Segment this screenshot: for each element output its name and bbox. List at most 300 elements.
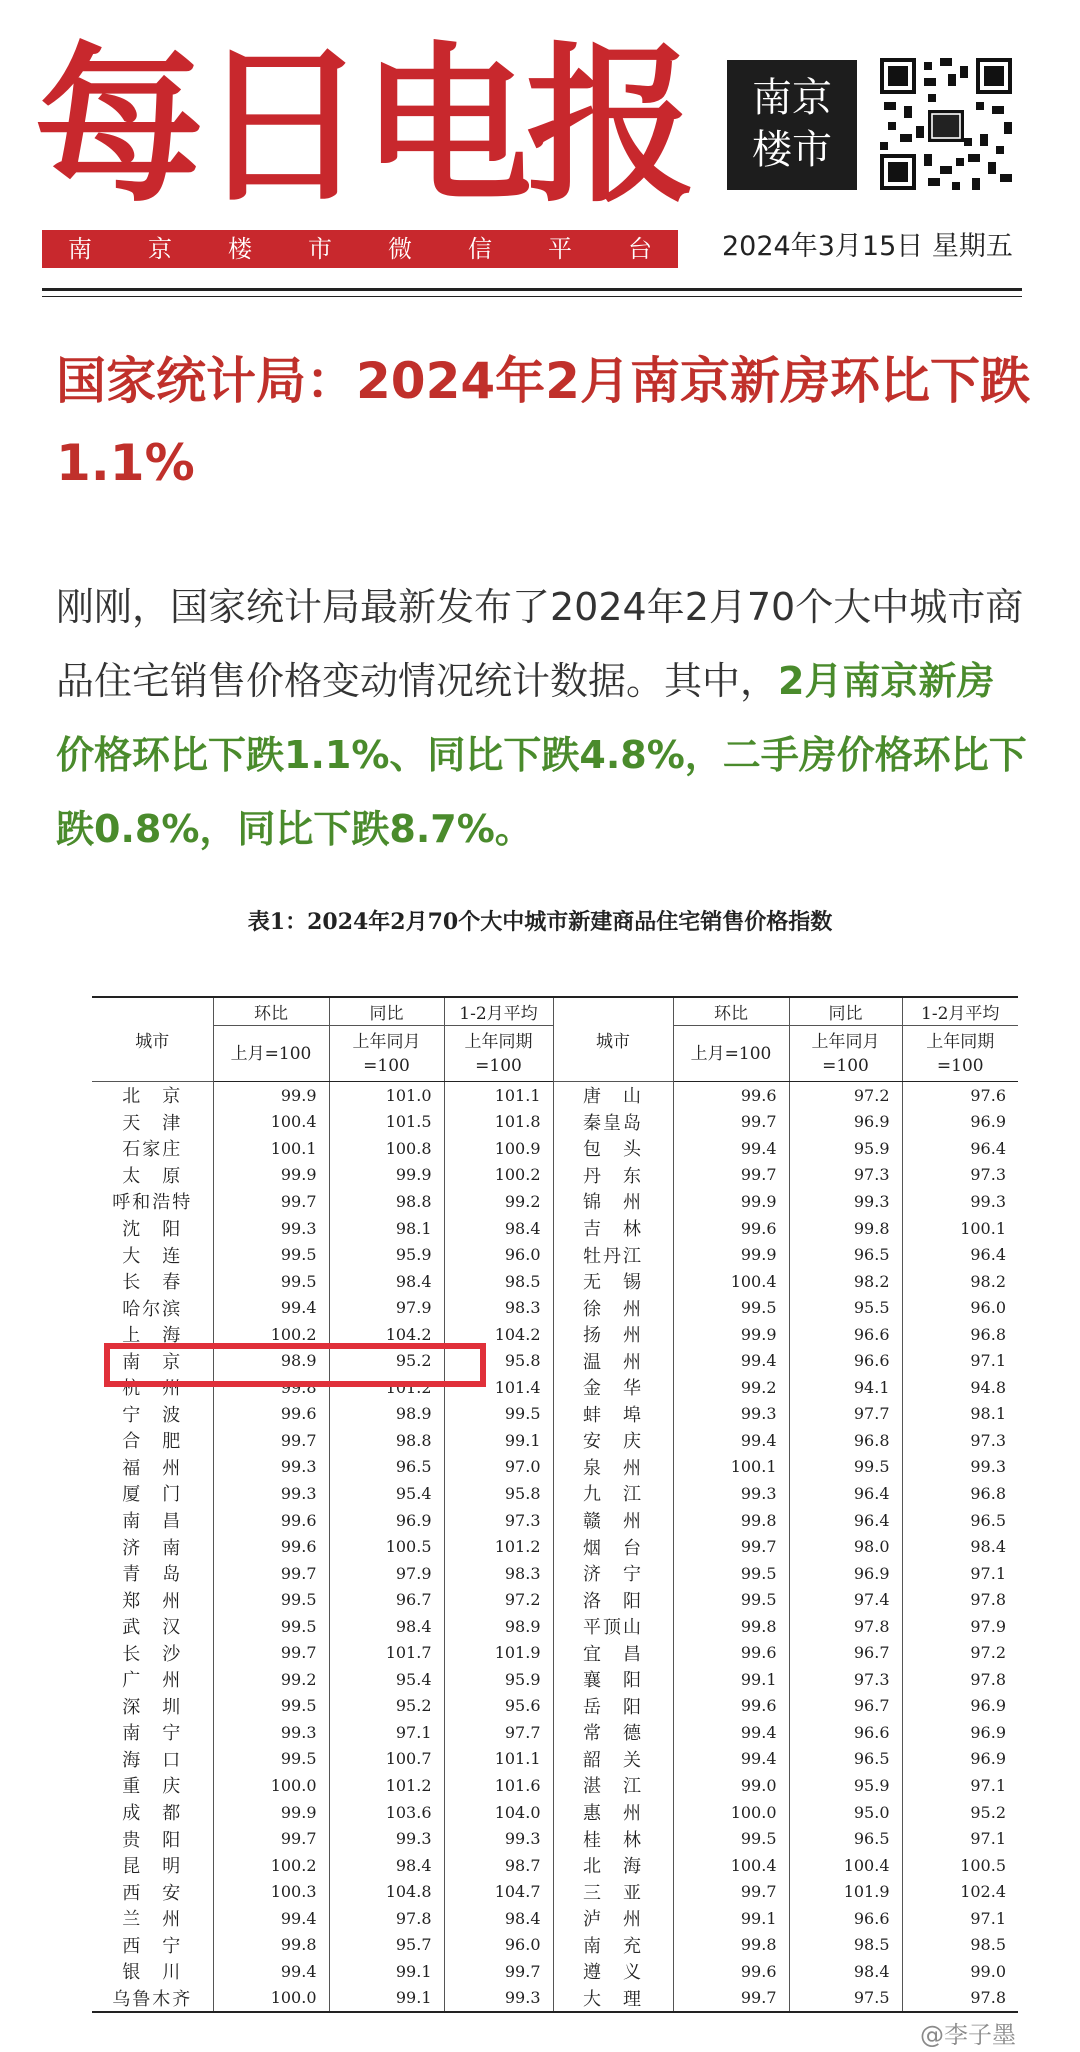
yoy-cell: 96.7	[789, 1639, 902, 1666]
yoy-cell: 100.8	[329, 1135, 444, 1162]
avg-cell: 97.3	[970, 1165, 1006, 1185]
masthead-strip	[42, 230, 678, 268]
yoy-cell: 101.2	[329, 1374, 444, 1401]
yoy-cell: 96.5	[329, 1454, 444, 1481]
avg-cell: 97.1	[970, 1351, 1006, 1371]
table-row	[92, 1480, 1018, 1507]
table-row	[92, 1693, 1018, 1720]
mom-cell: 99.4	[673, 1746, 789, 1773]
mom-cell: 99.8	[673, 1932, 789, 1959]
city-cell: 南 宁	[92, 1719, 213, 1746]
avg-cell: 97.9	[970, 1616, 1006, 1636]
mom-cell: 99.5	[673, 1560, 789, 1587]
mom-cell: 99.5	[213, 1241, 329, 1268]
city-cell: 武 汉	[92, 1613, 213, 1640]
divider	[42, 288, 1022, 291]
city-cell: 兰 州	[92, 1905, 213, 1932]
mom-cell: 99.6	[213, 1507, 329, 1534]
yoy-cell: 98.0	[789, 1533, 902, 1560]
yoy-cell: 100.5	[329, 1533, 444, 1560]
city-cell: 湛 江	[553, 1772, 673, 1799]
mom-cell: 99.7	[673, 1533, 789, 1560]
header-avg-base-line: 上年同期	[464, 1031, 533, 1052]
yoy-cell: 97.5	[789, 1985, 902, 2013]
city-cell: 泸 州	[553, 1905, 673, 1932]
mom-cell: 100.0	[213, 1772, 329, 1799]
logo-line: 楼市	[752, 127, 832, 173]
table-row	[92, 1639, 1018, 1666]
city-cell: 沈 阳	[92, 1215, 213, 1242]
yoy-cell: 95.9	[329, 1241, 444, 1268]
yoy-cell: 96.7	[789, 1693, 902, 1720]
yoy-cell: 97.1	[329, 1719, 444, 1746]
mom-cell: 99.3	[213, 1454, 329, 1481]
yoy-cell: 95.5	[789, 1294, 902, 1321]
city-cell: 银 川	[92, 1958, 213, 1985]
avg-cell: 101.8	[444, 1109, 553, 1136]
yoy-cell: 96.9	[789, 1109, 902, 1136]
city-cell: 赣 州	[553, 1507, 673, 1534]
header-city: 城市	[92, 997, 213, 1082]
yoy-cell: 101.9	[789, 1878, 902, 1905]
city-cell: 北 海	[553, 1852, 673, 1879]
yoy-cell: 98.4	[329, 1852, 444, 1879]
avg-cell: 97.1	[970, 1908, 1006, 1928]
avg-cell: 100.5	[960, 1855, 1006, 1875]
yoy-cell: 97.3	[789, 1666, 902, 1693]
mom-cell: 100.0	[213, 1985, 329, 2013]
yoy-cell: 95.4	[329, 1666, 444, 1693]
city-cell: 上 海	[92, 1321, 213, 1348]
avg-cell: 96.9	[970, 1722, 1006, 1742]
mom-cell: 99.8	[673, 1613, 789, 1640]
city-cell: 大 连	[92, 1241, 213, 1268]
table-row	[92, 1746, 1018, 1773]
mom-cell: 99.6	[673, 1215, 789, 1242]
yoy-cell: 95.2	[329, 1347, 444, 1374]
table-row	[92, 1560, 1018, 1587]
avg-cell: 97.8	[970, 1669, 1006, 1689]
yoy-cell: 97.8	[789, 1613, 902, 1640]
city-cell: 海 口	[92, 1746, 213, 1773]
mom-cell: 99.7	[213, 1560, 329, 1587]
price-index-table	[92, 996, 1018, 2013]
avg-cell: 97.2	[970, 1643, 1006, 1663]
yoy-cell: 98.2	[789, 1268, 902, 1295]
city-cell: 锦 州	[553, 1188, 673, 1215]
mom-cell: 99.0	[673, 1772, 789, 1799]
header-city: 城市	[553, 997, 673, 1082]
header-avg-base-line: =100	[936, 1055, 984, 1076]
avg-cell: 99.0	[970, 1961, 1006, 1981]
yoy-cell: 98.5	[789, 1932, 902, 1959]
yoy-cell: 101.0	[329, 1082, 444, 1109]
table-row	[92, 1241, 1018, 1268]
mom-cell: 99.5	[213, 1693, 329, 1720]
mom-cell: 99.7	[673, 1878, 789, 1905]
table-row	[92, 1772, 1018, 1799]
yoy-cell: 99.8	[789, 1215, 902, 1242]
table-row	[92, 1507, 1018, 1534]
mom-cell: 99.3	[673, 1401, 789, 1428]
mom-cell: 99.8	[213, 1932, 329, 1959]
city-cell: 徐 州	[553, 1294, 673, 1321]
mom-cell: 99.9	[673, 1241, 789, 1268]
city-cell: 温 州	[553, 1347, 673, 1374]
city-cell: 太 原	[92, 1162, 213, 1189]
header-avg: 1-2月平均	[902, 997, 1018, 1026]
city-cell: 哈尔滨	[92, 1294, 213, 1321]
city-cell: 遵 义	[553, 1958, 673, 1985]
weibo-watermark: @李子墨	[920, 2021, 1016, 2049]
table-row	[92, 1958, 1018, 1985]
table-row	[92, 1613, 1018, 1640]
mom-cell: 99.4	[213, 1294, 329, 1321]
city-cell: 大 理	[553, 1985, 673, 2013]
city-cell: 金 华	[553, 1374, 673, 1401]
city-cell: 长 沙	[92, 1639, 213, 1666]
table-row	[92, 1878, 1018, 1905]
article-headline: 国家统计局：2024年2月南京新房环比下跌1.1%	[56, 352, 1030, 492]
city-cell: 石家庄	[92, 1135, 213, 1162]
table-row	[92, 1268, 1018, 1295]
mom-cell: 99.7	[673, 1109, 789, 1136]
yoy-cell: 97.4	[789, 1586, 902, 1613]
table-row	[92, 1109, 1018, 1136]
mom-cell: 99.9	[213, 1082, 329, 1109]
header-yoy-base	[789, 1026, 902, 1082]
yoy-cell: 101.2	[329, 1772, 444, 1799]
header-mom-base: 上月=100	[213, 1026, 329, 1082]
table-row	[92, 1135, 1018, 1162]
table-row	[92, 1985, 1018, 2013]
yoy-cell: 104.2	[329, 1321, 444, 1348]
yoy-cell: 103.6	[329, 1799, 444, 1826]
strip-char: 楼	[228, 235, 252, 263]
mom-cell: 99.7	[213, 1188, 329, 1215]
paragraph-highlight: 2月南京新房价格环比下跌1.1%、同比下跌4.8%，二手房价格环比下跌0.8%，同比下跌8.7%。	[56, 659, 1027, 851]
city-cell: 包 头	[553, 1135, 673, 1162]
avg-cell: 100.1	[960, 1218, 1006, 1238]
yoy-cell: 99.3	[789, 1188, 902, 1215]
avg-cell: 100.2	[444, 1162, 553, 1189]
mom-cell: 99.7	[213, 1825, 329, 1852]
yoy-cell: 104.8	[329, 1878, 444, 1905]
mom-cell: 99.9	[213, 1162, 329, 1189]
strip-char: 微	[388, 235, 412, 263]
yoy-cell: 95.7	[329, 1932, 444, 1959]
avg-cell: 98.3	[444, 1560, 553, 1587]
city-cell: 深 圳	[92, 1693, 213, 1720]
header-avg-base-line: =100	[475, 1055, 522, 1076]
avg-cell: 99.2	[444, 1188, 553, 1215]
yoy-cell: 101.5	[329, 1109, 444, 1136]
yoy-cell: 98.8	[329, 1188, 444, 1215]
yoy-cell: 94.1	[789, 1374, 902, 1401]
table-row	[92, 1852, 1018, 1879]
mom-cell: 99.5	[213, 1586, 329, 1613]
table-row	[92, 1082, 1018, 1109]
city-cell: 青 岛	[92, 1560, 213, 1587]
article-paragraph	[56, 570, 1031, 866]
city-cell: 南 昌	[92, 1507, 213, 1534]
mom-cell: 99.7	[673, 1985, 789, 2013]
mom-cell: 99.5	[673, 1294, 789, 1321]
yoy-cell: 96.5	[789, 1825, 902, 1852]
avg-cell: 97.2	[444, 1586, 553, 1613]
city-cell: 襄 阳	[553, 1666, 673, 1693]
table-row	[92, 1586, 1018, 1613]
table-row	[92, 1905, 1018, 1932]
header-yoy-base-line: =100	[822, 1055, 869, 1076]
mom-cell: 100.4	[673, 1268, 789, 1295]
yoy-cell: 96.6	[789, 1719, 902, 1746]
city-cell: 无 锡	[553, 1268, 673, 1295]
yoy-cell: 98.4	[789, 1958, 902, 1985]
masthead-title: 每日电报	[34, 28, 691, 226]
mom-cell: 100.2	[213, 1852, 329, 1879]
mom-cell: 100.0	[673, 1799, 789, 1826]
city-cell: 宜 昌	[553, 1639, 673, 1666]
yoy-cell: 99.3	[329, 1825, 444, 1852]
table-row	[92, 1932, 1018, 1959]
city-cell: 丹 东	[553, 1162, 673, 1189]
yoy-cell: 95.9	[789, 1772, 902, 1799]
city-cell: 乌鲁木齐	[92, 1985, 213, 2013]
yoy-cell: 99.5	[789, 1454, 902, 1481]
mom-cell: 99.5	[213, 1746, 329, 1773]
city-cell: 吉 林	[553, 1215, 673, 1242]
table-row	[92, 1454, 1018, 1481]
issue-date: 2024年3月15日 星期五	[722, 231, 1013, 262]
avg-cell: 96.4	[970, 1245, 1006, 1265]
avg-cell: 97.0	[444, 1454, 553, 1481]
mom-cell: 99.6	[213, 1401, 329, 1428]
nanjing-highlight-box	[104, 1343, 486, 1387]
mom-cell: 99.3	[213, 1719, 329, 1746]
avg-cell: 100.9	[444, 1135, 553, 1162]
avg-cell: 96.9	[970, 1749, 1006, 1769]
avg-cell: 95.9	[444, 1666, 553, 1693]
yoy-cell: 96.9	[329, 1507, 444, 1534]
avg-cell: 99.3	[970, 1191, 1006, 1211]
yoy-cell: 100.7	[329, 1746, 444, 1773]
mom-cell: 99.6	[673, 1958, 789, 1985]
avg-cell: 98.2	[970, 1271, 1006, 1291]
avg-cell: 98.9	[444, 1613, 553, 1640]
avg-cell: 97.8	[970, 1590, 1006, 1610]
mom-cell: 99.3	[213, 1215, 329, 1242]
avg-cell: 97.1	[970, 1775, 1006, 1795]
header-yoy-base	[329, 1026, 444, 1082]
mom-cell: 99.6	[673, 1693, 789, 1720]
city-cell: 济 宁	[553, 1560, 673, 1587]
city-cell: 烟 台	[553, 1533, 673, 1560]
avg-cell: 97.7	[444, 1719, 553, 1746]
avg-cell: 97.1	[970, 1563, 1006, 1583]
yoy-cell: 96.6	[789, 1905, 902, 1932]
mom-cell: 99.4	[673, 1135, 789, 1162]
avg-cell: 96.0	[444, 1241, 553, 1268]
table-caption: 表1：2024年2月70个大中城市新建商品住宅销售价格指数	[247, 909, 833, 935]
mom-cell: 99.2	[213, 1666, 329, 1693]
yoy-cell: 97.3	[789, 1162, 902, 1189]
mom-cell: 99.1	[673, 1905, 789, 1932]
yoy-cell: 96.4	[789, 1480, 902, 1507]
yoy-cell: 96.6	[789, 1321, 902, 1348]
header-yoy: 同比	[789, 997, 902, 1026]
yoy-cell: 95.9	[789, 1135, 902, 1162]
table-row	[92, 1533, 1018, 1560]
city-cell: 洛 阳	[553, 1586, 673, 1613]
city-cell: 韶 关	[553, 1746, 673, 1773]
avg-cell: 97.6	[970, 1085, 1006, 1105]
mom-cell: 99.2	[673, 1374, 789, 1401]
yoy-cell: 96.6	[789, 1347, 902, 1374]
avg-cell: 98.7	[444, 1852, 553, 1879]
header-yoy-base-line: =100	[363, 1055, 410, 1076]
yoy-cell: 98.4	[329, 1268, 444, 1295]
mom-cell: 99.6	[673, 1082, 789, 1109]
yoy-cell: 99.9	[329, 1162, 444, 1189]
avg-cell: 99.7	[444, 1958, 553, 1985]
city-cell: 常 德	[553, 1719, 673, 1746]
header-mom: 环比	[213, 997, 329, 1026]
yoy-cell: 98.8	[329, 1427, 444, 1454]
mom-cell: 98.9	[213, 1347, 329, 1374]
city-cell: 广 州	[92, 1666, 213, 1693]
avg-cell: 96.8	[970, 1324, 1006, 1344]
avg-cell: 97.3	[970, 1430, 1006, 1450]
yoy-cell: 96.4	[789, 1507, 902, 1534]
avg-cell: 95.2	[970, 1802, 1006, 1822]
yoy-cell: 98.9	[329, 1401, 444, 1428]
avg-cell: 96.0	[444, 1932, 553, 1959]
city-cell: 合 肥	[92, 1427, 213, 1454]
yoy-cell: 99.1	[329, 1958, 444, 1985]
avg-cell: 98.1	[970, 1404, 1006, 1424]
avg-cell: 101.6	[444, 1772, 553, 1799]
avg-cell: 95.6	[444, 1693, 553, 1720]
avg-cell: 96.5	[970, 1510, 1006, 1530]
mom-cell: 100.1	[213, 1135, 329, 1162]
avg-cell: 97.1	[970, 1829, 1006, 1849]
avg-cell: 96.8	[970, 1483, 1006, 1503]
city-cell: 成 都	[92, 1799, 213, 1826]
yoy-cell: 97.9	[329, 1560, 444, 1587]
avg-cell: 94.8	[970, 1377, 1006, 1397]
mom-cell: 99.6	[213, 1533, 329, 1560]
mom-cell: 99.4	[673, 1347, 789, 1374]
mom-cell: 100.4	[213, 1109, 329, 1136]
header-yoy-base-line: 上年同月	[811, 1031, 880, 1052]
avg-cell: 98.5	[970, 1935, 1006, 1955]
yoy-cell: 97.9	[329, 1294, 444, 1321]
header-avg: 1-2月平均	[444, 997, 553, 1026]
city-cell: 扬 州	[553, 1321, 673, 1348]
avg-cell: 104.2	[444, 1321, 553, 1348]
brand-logo	[727, 60, 857, 190]
header-yoy-base-line: 上年同月	[352, 1031, 421, 1052]
header-yoy: 同比	[329, 997, 444, 1026]
paragraph-text: 刚刚，国家统计局最新发布了2024年2月70个大中城市商品住宅销售价格变动情况统计数据。其中，	[56, 585, 1024, 703]
strip-char: 市	[308, 235, 332, 263]
strip-char: 南	[68, 235, 92, 263]
yoy-cell: 96.9	[789, 1560, 902, 1587]
city-cell: 蚌 埠	[553, 1401, 673, 1428]
avg-cell: 98.3	[444, 1294, 553, 1321]
city-cell: 宁 波	[92, 1401, 213, 1428]
table-row	[92, 1215, 1018, 1242]
city-cell: 惠 州	[553, 1799, 673, 1826]
mom-cell: 99.7	[673, 1162, 789, 1189]
city-cell: 呼和浩特	[92, 1188, 213, 1215]
yoy-cell: 95.0	[789, 1799, 902, 1826]
avg-cell: 101.2	[444, 1533, 553, 1560]
city-cell: 西 安	[92, 1878, 213, 1905]
table-row	[92, 1188, 1018, 1215]
mom-cell: 100.3	[213, 1878, 329, 1905]
header-avg-base	[444, 1026, 553, 1082]
header-mom: 环比	[673, 997, 789, 1026]
city-cell: 贵 阳	[92, 1825, 213, 1852]
city-cell: 昆 明	[92, 1852, 213, 1879]
mom-cell: 99.8	[213, 1374, 329, 1401]
yoy-cell: 98.4	[329, 1613, 444, 1640]
avg-cell: 98.5	[444, 1268, 553, 1295]
yoy-cell: 97.8	[329, 1905, 444, 1932]
mom-cell: 99.4	[213, 1958, 329, 1985]
yoy-cell: 98.1	[329, 1215, 444, 1242]
city-cell: 桂 林	[553, 1825, 673, 1852]
mom-cell: 99.5	[673, 1825, 789, 1852]
mom-cell: 99.5	[673, 1586, 789, 1613]
yoy-cell: 96.5	[789, 1241, 902, 1268]
avg-cell: 99.3	[444, 1985, 553, 2013]
yoy-cell: 97.7	[789, 1401, 902, 1428]
city-cell: 三 亚	[553, 1878, 673, 1905]
avg-cell: 97.3	[444, 1507, 553, 1534]
avg-cell: 95.8	[444, 1347, 553, 1374]
avg-cell: 101.1	[444, 1746, 553, 1773]
table-row	[92, 1719, 1018, 1746]
yoy-cell: 100.4	[789, 1852, 902, 1879]
table-body	[92, 1082, 1018, 2013]
yoy-cell: 101.7	[329, 1639, 444, 1666]
avg-cell: 96.0	[970, 1298, 1006, 1318]
table-row	[92, 1825, 1018, 1852]
city-cell: 秦皇岛	[553, 1109, 673, 1136]
city-cell: 长 春	[92, 1268, 213, 1295]
mom-cell: 99.7	[213, 1639, 329, 1666]
avg-cell: 99.3	[970, 1457, 1006, 1477]
mom-cell: 99.4	[213, 1905, 329, 1932]
city-cell: 重 庆	[92, 1772, 213, 1799]
mom-cell: 99.9	[673, 1321, 789, 1348]
city-cell: 济 南	[92, 1533, 213, 1560]
logo-line: 南京	[752, 75, 832, 121]
yoy-cell: 99.1	[329, 1985, 444, 2013]
city-cell: 九 江	[553, 1480, 673, 1507]
avg-cell: 98.4	[444, 1905, 553, 1932]
strip-char: 信	[468, 235, 492, 263]
yoy-cell: 97.2	[789, 1082, 902, 1109]
header-mom-base: 上月=100	[673, 1026, 789, 1082]
city-cell: 南 京	[92, 1347, 213, 1374]
mom-cell: 99.5	[213, 1613, 329, 1640]
city-cell: 泉 州	[553, 1454, 673, 1481]
qr-code-icon	[880, 58, 1012, 190]
